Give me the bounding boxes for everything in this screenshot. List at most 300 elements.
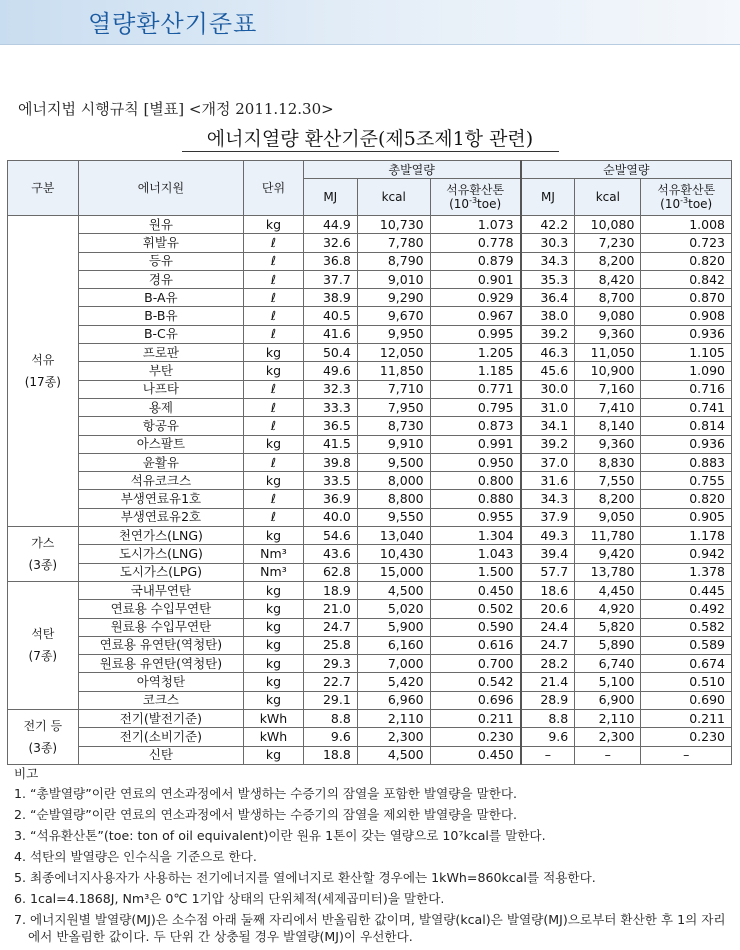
gross-toe-cell: 0.995 xyxy=(430,325,521,343)
gross-mj-cell: 8.8 xyxy=(303,710,357,728)
net-kcal-cell: 8,140 xyxy=(575,417,641,435)
energy-source-cell: 부탄 xyxy=(78,362,244,380)
net-toe-cell: 0.942 xyxy=(641,545,732,563)
gross-toe-cell: 0.991 xyxy=(430,435,521,453)
table-row xyxy=(8,618,732,636)
unit-cell: ℓ xyxy=(244,289,304,307)
table-row xyxy=(8,216,732,234)
net-toe-cell: 0.820 xyxy=(641,252,732,270)
gross-toe-cell: 0.502 xyxy=(430,600,521,618)
gross-kcal-cell: 2,110 xyxy=(357,710,430,728)
notes-heading: 비고 xyxy=(14,766,39,781)
category-cell xyxy=(8,527,79,582)
net-kcal-cell: 6,900 xyxy=(575,691,641,709)
toe-unit-exp: -3 xyxy=(680,196,689,205)
gross-kcal-cell: 11,850 xyxy=(357,362,430,380)
gross-toe-cell: 0.901 xyxy=(430,270,521,288)
net-mj-cell: 45.6 xyxy=(521,362,575,380)
category-name: 전기 등 xyxy=(23,718,63,733)
gross-mj-cell: 32.6 xyxy=(303,234,357,252)
toe-unit-suffix: toe) xyxy=(688,197,713,211)
energy-source-cell: 전기(발전기준) xyxy=(78,710,244,728)
energy-source-cell: B-A유 xyxy=(78,289,244,307)
net-toe-cell: 0.814 xyxy=(641,417,732,435)
header-gross-calorific: 총발열량 xyxy=(303,161,520,179)
energy-source-cell: 원료용 유연탄(역청탄) xyxy=(78,655,244,673)
gross-kcal-cell: 2,300 xyxy=(357,728,430,746)
gross-toe-cell: 1.073 xyxy=(430,216,521,234)
net-mj-cell: – xyxy=(521,746,575,764)
header-net-kcal: kcal xyxy=(575,179,641,216)
net-mj-cell: 9.6 xyxy=(521,728,575,746)
header-net-calorific: 순발열량 xyxy=(521,161,732,179)
gross-toe-cell: 1.205 xyxy=(430,344,521,362)
net-toe-cell: 0.211 xyxy=(641,710,732,728)
gross-mj-cell: 33.5 xyxy=(303,472,357,490)
gross-toe-cell: 1.185 xyxy=(430,362,521,380)
gross-toe-cell: 0.873 xyxy=(430,417,521,435)
table-header xyxy=(8,161,732,216)
gross-kcal-cell: 5,420 xyxy=(357,673,430,691)
unit-cell: Nm³ xyxy=(244,545,304,563)
header-gross-mj: MJ xyxy=(303,179,357,216)
gross-toe-cell: 0.795 xyxy=(430,398,521,416)
table-body xyxy=(8,216,732,765)
net-mj-cell: 37.0 xyxy=(521,453,575,471)
header-net-mj: MJ xyxy=(521,179,575,216)
net-mj-cell: 39.2 xyxy=(521,325,575,343)
energy-source-cell: 프로판 xyxy=(78,344,244,362)
header-unit: 단위 xyxy=(244,161,304,216)
gross-toe-cell: 1.304 xyxy=(430,527,521,545)
unit-cell: kWh xyxy=(244,728,304,746)
net-mj-cell: 34.3 xyxy=(521,490,575,508)
energy-source-cell: 전기(소비기준) xyxy=(78,728,244,746)
table-row xyxy=(8,728,732,746)
unit-cell: ℓ xyxy=(244,490,304,508)
net-kcal-cell: 5,820 xyxy=(575,618,641,636)
gross-toe-cell: 0.879 xyxy=(430,252,521,270)
net-mj-cell: 30.3 xyxy=(521,234,575,252)
gross-mj-cell: 49.6 xyxy=(303,362,357,380)
energy-source-cell: 윤활유 xyxy=(78,453,244,471)
table-row xyxy=(8,307,732,325)
net-kcal-cell: 13,780 xyxy=(575,563,641,581)
gross-mj-cell: 36.8 xyxy=(303,252,357,270)
gross-kcal-cell: 7,950 xyxy=(357,398,430,416)
gross-mj-cell: 29.3 xyxy=(303,655,357,673)
net-mj-cell: 37.9 xyxy=(521,508,575,526)
gross-kcal-cell: 9,010 xyxy=(357,270,430,288)
gross-toe-cell: 1.043 xyxy=(430,545,521,563)
gross-kcal-cell: 10,430 xyxy=(357,545,430,563)
net-mj-cell: 39.4 xyxy=(521,545,575,563)
gross-kcal-cell: 10,730 xyxy=(357,216,430,234)
energy-source-cell: B-B유 xyxy=(78,307,244,325)
net-toe-cell: 0.723 xyxy=(641,234,732,252)
net-toe-cell: 0.870 xyxy=(641,289,732,307)
gross-toe-cell: 0.700 xyxy=(430,655,521,673)
net-toe-cell: 0.510 xyxy=(641,673,732,691)
unit-cell: ℓ xyxy=(244,453,304,471)
table-row xyxy=(8,398,732,416)
notes-section xyxy=(14,763,730,949)
net-mj-cell: 30.0 xyxy=(521,380,575,398)
header-category: 구분 xyxy=(8,161,79,216)
energy-source-cell: 경유 xyxy=(78,270,244,288)
net-toe-cell: 0.820 xyxy=(641,490,732,508)
category-name: 석탄 xyxy=(31,627,55,642)
unit-cell: ℓ xyxy=(244,398,304,416)
toe-unit-suffix: toe) xyxy=(477,197,502,211)
net-mj-cell: 57.7 xyxy=(521,563,575,581)
gross-toe-cell: 0.800 xyxy=(430,472,521,490)
gross-toe-cell: 0.778 xyxy=(430,234,521,252)
net-kcal-cell: 9,360 xyxy=(575,325,641,343)
net-mj-cell: 24.4 xyxy=(521,618,575,636)
unit-cell: kg xyxy=(244,527,304,545)
table-row xyxy=(8,344,732,362)
net-toe-cell: 0.589 xyxy=(641,636,732,654)
gross-kcal-cell: 9,670 xyxy=(357,307,430,325)
net-mj-cell: 24.7 xyxy=(521,636,575,654)
table-title: 에너지열량 환산기준(제5조제1항 관련) xyxy=(206,128,534,150)
gross-mj-cell: 62.8 xyxy=(303,563,357,581)
net-toe-cell: 1.105 xyxy=(641,344,732,362)
net-kcal-cell: 4,450 xyxy=(575,581,641,599)
energy-source-cell: 원료용 수입무연탄 xyxy=(78,618,244,636)
net-mj-cell: 31.6 xyxy=(521,472,575,490)
table-row xyxy=(8,636,732,654)
net-kcal-cell: 7,550 xyxy=(575,472,641,490)
gross-mj-cell: 39.8 xyxy=(303,453,357,471)
category-name: 석유 xyxy=(31,353,55,368)
gross-kcal-cell: 4,500 xyxy=(357,581,430,599)
unit-cell: kg xyxy=(244,655,304,673)
toe-label: 석유환산톤 xyxy=(657,183,716,197)
header-band xyxy=(0,0,740,45)
net-toe-cell: 0.905 xyxy=(641,508,732,526)
unit-cell: kg xyxy=(244,600,304,618)
note-item: 4. 석탄의 발열량은 인수식을 기준으로 한다. xyxy=(14,849,257,864)
unit-cell: kg xyxy=(244,362,304,380)
table-row xyxy=(8,472,732,490)
gross-kcal-cell: 8,800 xyxy=(357,490,430,508)
unit-cell: kg xyxy=(244,344,304,362)
net-mj-cell: 34.3 xyxy=(521,252,575,270)
net-mj-cell: 39.2 xyxy=(521,435,575,453)
net-mj-cell: 28.9 xyxy=(521,691,575,709)
table-row xyxy=(8,234,732,252)
net-toe-cell: 0.741 xyxy=(641,398,732,416)
net-toe-cell: 0.842 xyxy=(641,270,732,288)
net-kcal-cell: 7,230 xyxy=(575,234,641,252)
gross-mj-cell: 40.0 xyxy=(303,508,357,526)
table-row xyxy=(8,270,732,288)
gross-kcal-cell: 9,290 xyxy=(357,289,430,307)
toe-label: 석유환산톤 xyxy=(446,183,505,197)
energy-source-cell: 석유코크스 xyxy=(78,472,244,490)
net-kcal-cell: 9,360 xyxy=(575,435,641,453)
gross-mj-cell: 9.6 xyxy=(303,728,357,746)
unit-cell: ℓ xyxy=(244,270,304,288)
net-toe-cell: 0.690 xyxy=(641,691,732,709)
net-toe-cell: 0.674 xyxy=(641,655,732,673)
category-count: (3종) xyxy=(28,740,58,755)
gross-kcal-cell: 8,000 xyxy=(357,472,430,490)
gross-mj-cell: 44.9 xyxy=(303,216,357,234)
gross-toe-cell: 0.211 xyxy=(430,710,521,728)
gross-toe-cell: 0.929 xyxy=(430,289,521,307)
gross-mj-cell: 18.8 xyxy=(303,746,357,764)
gross-toe-cell: 0.230 xyxy=(430,728,521,746)
unit-cell: ℓ xyxy=(244,417,304,435)
category-cell xyxy=(8,216,79,527)
gross-kcal-cell: 9,910 xyxy=(357,435,430,453)
note-item: 2. “순발열량”이란 연료의 연소과정에서 발생하는 수증기의 잠열을 제외한 발열량을 말한다. xyxy=(14,807,518,822)
table-row xyxy=(8,581,732,599)
table-row xyxy=(8,673,732,691)
energy-source-cell: 아스팔트 xyxy=(78,435,244,453)
net-mj-cell: 31.0 xyxy=(521,398,575,416)
net-kcal-cell: 7,410 xyxy=(575,398,641,416)
unit-cell: ℓ xyxy=(244,380,304,398)
gross-kcal-cell: 4,500 xyxy=(357,746,430,764)
energy-source-cell: 용제 xyxy=(78,398,244,416)
net-mj-cell: 28.2 xyxy=(521,655,575,673)
gross-kcal-cell: 9,950 xyxy=(357,325,430,343)
net-kcal-cell: 4,920 xyxy=(575,600,641,618)
net-toe-cell: 0.755 xyxy=(641,472,732,490)
net-mj-cell: 46.3 xyxy=(521,344,575,362)
table-row xyxy=(8,417,732,435)
unit-cell: kg xyxy=(244,618,304,636)
table-row xyxy=(8,655,732,673)
gross-mj-cell: 37.7 xyxy=(303,270,357,288)
header-gross-toe xyxy=(430,179,521,216)
gross-toe-cell: 0.880 xyxy=(430,490,521,508)
net-kcal-cell: 10,080 xyxy=(575,216,641,234)
net-kcal-cell: 5,100 xyxy=(575,673,641,691)
net-kcal-cell: 6,740 xyxy=(575,655,641,673)
table-row xyxy=(8,710,732,728)
unit-cell: kg xyxy=(244,472,304,490)
energy-source-cell: 부생연료유1호 xyxy=(78,490,244,508)
gross-mj-cell: 33.3 xyxy=(303,398,357,416)
energy-source-cell: 연료용 수입무연탄 xyxy=(78,600,244,618)
gross-toe-cell: 1.500 xyxy=(430,563,521,581)
unit-cell: kg xyxy=(244,673,304,691)
toe-unit-exp: -3 xyxy=(469,196,478,205)
net-kcal-cell: – xyxy=(575,746,641,764)
net-mj-cell: 42.2 xyxy=(521,216,575,234)
unit-cell: ℓ xyxy=(244,508,304,526)
gross-kcal-cell: 12,050 xyxy=(357,344,430,362)
note-item: 6. 1cal=4.1868J, Nm³은 0℃ 1기압 상태의 단위체적(세제곱미터)을 말한다. xyxy=(14,891,445,906)
gross-kcal-cell: 7,710 xyxy=(357,380,430,398)
gross-mj-cell: 36.9 xyxy=(303,490,357,508)
net-kcal-cell: 2,110 xyxy=(575,710,641,728)
net-kcal-cell: 7,160 xyxy=(575,380,641,398)
page-title: 열량환산기준표 xyxy=(88,10,258,38)
energy-source-cell: 부생연료유2호 xyxy=(78,508,244,526)
gross-toe-cell: 0.590 xyxy=(430,618,521,636)
gross-mj-cell: 50.4 xyxy=(303,344,357,362)
net-toe-cell: 0.445 xyxy=(641,581,732,599)
energy-source-cell: 신탄 xyxy=(78,746,244,764)
energy-source-cell: 코크스 xyxy=(78,691,244,709)
category-cell xyxy=(8,581,79,709)
energy-conversion-table xyxy=(7,160,732,765)
category-count: (3종) xyxy=(28,557,58,572)
category-cell xyxy=(8,710,79,765)
unit-cell: kg xyxy=(244,581,304,599)
law-reference: 에너지법 시행규칙 [별표] <개정 2011.12.30> xyxy=(18,100,334,118)
unit-cell: ℓ xyxy=(244,234,304,252)
energy-source-cell: 등유 xyxy=(78,252,244,270)
gross-mj-cell: 32.3 xyxy=(303,380,357,398)
gross-kcal-cell: 9,500 xyxy=(357,453,430,471)
gross-kcal-cell: 7,000 xyxy=(357,655,430,673)
energy-source-cell: 아역청탄 xyxy=(78,673,244,691)
energy-source-cell: 항공유 xyxy=(78,417,244,435)
net-mj-cell: 36.4 xyxy=(521,289,575,307)
table-row xyxy=(8,691,732,709)
table-row xyxy=(8,545,732,563)
energy-source-cell: 나프타 xyxy=(78,380,244,398)
header-energy-source: 에너지원 xyxy=(78,161,244,216)
net-toe-cell: 0.230 xyxy=(641,728,732,746)
gross-kcal-cell: 7,780 xyxy=(357,234,430,252)
gross-mj-cell: 25.8 xyxy=(303,636,357,654)
net-kcal-cell: 8,200 xyxy=(575,490,641,508)
gross-mj-cell: 54.6 xyxy=(303,527,357,545)
energy-source-cell: 휘발유 xyxy=(78,234,244,252)
gross-kcal-cell: 15,000 xyxy=(357,563,430,581)
gross-mj-cell: 22.7 xyxy=(303,673,357,691)
net-mj-cell: 8.8 xyxy=(521,710,575,728)
energy-source-cell: 도시가스(LPG) xyxy=(78,563,244,581)
net-kcal-cell: 9,080 xyxy=(575,307,641,325)
energy-source-cell: B-C유 xyxy=(78,325,244,343)
unit-cell: ℓ xyxy=(244,252,304,270)
note-item: 5. 최종에너지사용자가 사용하는 전기에너지를 열에너지로 환산할 경우에는 1kWh=860kcal를 적용한다. xyxy=(14,870,596,885)
gross-kcal-cell: 5,020 xyxy=(357,600,430,618)
gross-mj-cell: 43.6 xyxy=(303,545,357,563)
net-toe-cell: 0.492 xyxy=(641,600,732,618)
gross-kcal-cell: 6,160 xyxy=(357,636,430,654)
unit-cell: kg xyxy=(244,216,304,234)
category-count: (7종) xyxy=(28,649,58,664)
gross-kcal-cell: 9,550 xyxy=(357,508,430,526)
gross-toe-cell: 0.955 xyxy=(430,508,521,526)
header-gross-kcal: kcal xyxy=(357,179,430,216)
net-toe-cell: 0.936 xyxy=(641,325,732,343)
unit-cell: kWh xyxy=(244,710,304,728)
note-item: 3. “석유환산톤”(toe: ton of oil equivalent)이란 원유 1톤이 갖는 열량으로 10⁷kcal를 말한다. xyxy=(14,828,546,843)
unit-cell: kg xyxy=(244,691,304,709)
table-row xyxy=(8,563,732,581)
net-kcal-cell: 5,890 xyxy=(575,636,641,654)
note-item: 1. “총발열량”이란 연료의 연소과정에서 발생하는 수증기의 잠열을 포함한 발열량을 말한다. xyxy=(14,786,518,801)
gross-toe-cell: 0.950 xyxy=(430,453,521,471)
net-kcal-cell: 8,700 xyxy=(575,289,641,307)
net-toe-cell: 0.908 xyxy=(641,307,732,325)
gross-kcal-cell: 5,900 xyxy=(357,618,430,636)
category-name: 가스 xyxy=(31,535,55,550)
net-toe-cell: 0.716 xyxy=(641,380,732,398)
table-row xyxy=(8,600,732,618)
gross-mj-cell: 24.7 xyxy=(303,618,357,636)
net-mj-cell: 34.1 xyxy=(521,417,575,435)
gross-kcal-cell: 6,960 xyxy=(357,691,430,709)
net-mj-cell: 20.6 xyxy=(521,600,575,618)
net-toe-cell: 0.936 xyxy=(641,435,732,453)
table-row xyxy=(8,453,732,471)
net-kcal-cell: 11,050 xyxy=(575,344,641,362)
gross-toe-cell: 0.450 xyxy=(430,581,521,599)
net-toe-cell: 1.378 xyxy=(641,563,732,581)
unit-cell: kg xyxy=(244,435,304,453)
gross-toe-cell: 0.542 xyxy=(430,673,521,691)
gross-mj-cell: 21.0 xyxy=(303,600,357,618)
unit-cell: kg xyxy=(244,636,304,654)
gross-kcal-cell: 13,040 xyxy=(357,527,430,545)
gross-toe-cell: 0.696 xyxy=(430,691,521,709)
gross-toe-cell: 0.450 xyxy=(430,746,521,764)
net-kcal-cell: 9,050 xyxy=(575,508,641,526)
table-row xyxy=(8,435,732,453)
title-underline xyxy=(182,151,559,152)
unit-cell: ℓ xyxy=(244,325,304,343)
table-row xyxy=(8,746,732,764)
header-net-toe xyxy=(641,179,732,216)
net-mj-cell: 35.3 xyxy=(521,270,575,288)
net-mj-cell: 49.3 xyxy=(521,527,575,545)
gross-toe-cell: 0.771 xyxy=(430,380,521,398)
gross-toe-cell: 0.967 xyxy=(430,307,521,325)
net-mj-cell: 18.6 xyxy=(521,581,575,599)
gross-mj-cell: 29.1 xyxy=(303,691,357,709)
table-row xyxy=(8,380,732,398)
net-kcal-cell: 8,830 xyxy=(575,453,641,471)
net-toe-cell: 1.008 xyxy=(641,216,732,234)
net-toe-cell: – xyxy=(641,746,732,764)
gross-mj-cell: 40.5 xyxy=(303,307,357,325)
note-item: 7. 에너지원별 발열량(MJ)은 소수점 아래 둘째 자리에서 반올림한 값이며, 발열량(kcal)은 발열량(MJ)으로부터 환산한 후 1의 자리에서 반올림한 값이다. 두 단위 간 상충될 경우 발열량(MJ)이 우선한다. xyxy=(14,912,726,944)
net-toe-cell: 1.090 xyxy=(641,362,732,380)
unit-cell: ℓ xyxy=(244,307,304,325)
gross-mj-cell: 18.9 xyxy=(303,581,357,599)
table-row xyxy=(8,325,732,343)
energy-source-cell: 천연가스(LNG) xyxy=(78,527,244,545)
energy-source-cell: 도시가스(LNG) xyxy=(78,545,244,563)
gross-mj-cell: 41.6 xyxy=(303,325,357,343)
gross-kcal-cell: 8,730 xyxy=(357,417,430,435)
gross-kcal-cell: 8,790 xyxy=(357,252,430,270)
net-kcal-cell: 10,900 xyxy=(575,362,641,380)
gross-mj-cell: 41.5 xyxy=(303,435,357,453)
net-kcal-cell: 11,780 xyxy=(575,527,641,545)
net-toe-cell: 0.883 xyxy=(641,453,732,471)
table-row xyxy=(8,252,732,270)
net-toe-cell: 0.582 xyxy=(641,618,732,636)
net-mj-cell: 38.0 xyxy=(521,307,575,325)
net-toe-cell: 1.178 xyxy=(641,527,732,545)
toe-unit-prefix: (10 xyxy=(660,197,681,211)
table-row xyxy=(8,362,732,380)
table-row xyxy=(8,289,732,307)
